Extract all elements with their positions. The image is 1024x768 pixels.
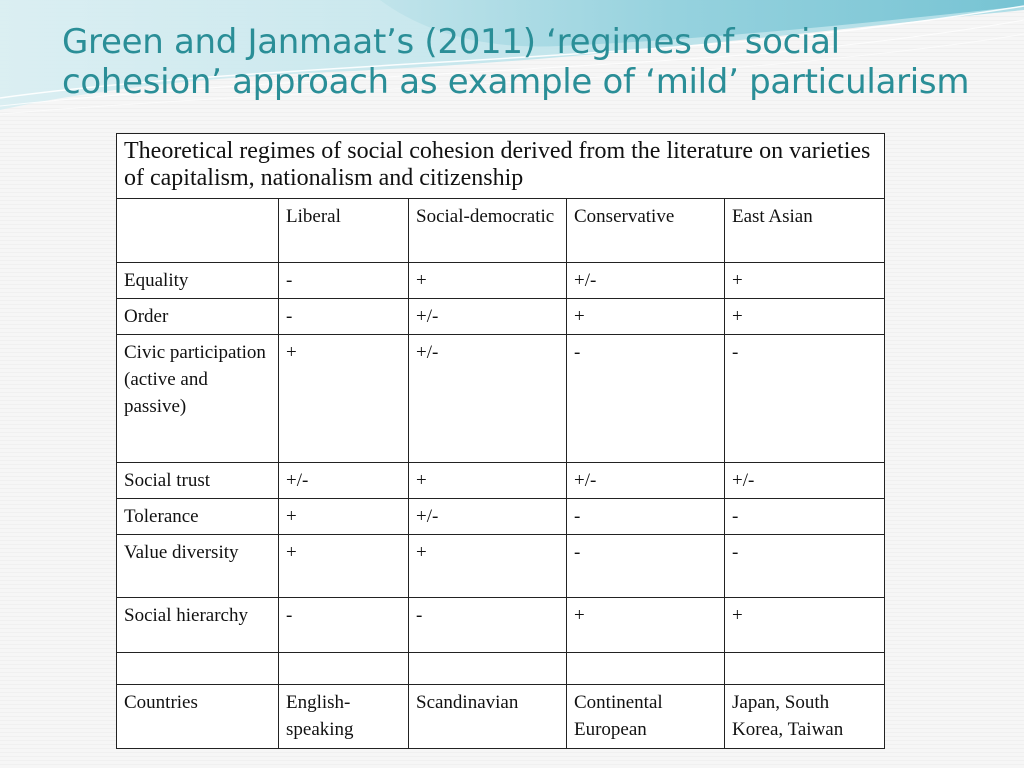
table-cell: - bbox=[567, 335, 725, 463]
table-cell: +/- bbox=[567, 463, 725, 499]
header-cell-liberal: Liberal bbox=[279, 199, 409, 263]
table-row bbox=[117, 335, 885, 463]
table-cell: + bbox=[567, 299, 725, 335]
table-cell: English-speaking bbox=[279, 685, 409, 749]
table-row-empty bbox=[117, 653, 885, 685]
table-cell: - bbox=[279, 263, 409, 299]
regimes-table bbox=[116, 133, 885, 749]
page-title bbox=[62, 22, 1002, 102]
table-cell: +/- bbox=[279, 463, 409, 499]
table-cell: - bbox=[725, 335, 885, 463]
header-cell-empty bbox=[117, 199, 279, 263]
table-cell: Continental European bbox=[567, 685, 725, 749]
row-label: Tolerance bbox=[117, 499, 279, 535]
header-cell-conservative: Conservative bbox=[567, 199, 725, 263]
table-cell: + bbox=[409, 263, 567, 299]
table-row bbox=[117, 598, 885, 653]
row-label: Order bbox=[117, 299, 279, 335]
table-cell: - bbox=[279, 598, 409, 653]
row-label: Value diversity bbox=[117, 535, 279, 598]
table-cell: - bbox=[409, 598, 567, 653]
title-line-2: cohesion’ approach as example of ‘mild’ particularism bbox=[62, 62, 970, 102]
header-cell-social-democratic: Social-democratic bbox=[409, 199, 567, 263]
table-cell: - bbox=[567, 535, 725, 598]
table-cell: + bbox=[409, 463, 567, 499]
table-row bbox=[117, 299, 885, 335]
table-cell bbox=[725, 653, 885, 685]
header-cell-east-asian: East Asian bbox=[725, 199, 885, 263]
countries-row bbox=[117, 685, 885, 749]
table-row bbox=[117, 499, 885, 535]
table-cell: - bbox=[279, 299, 409, 335]
table-cell: +/- bbox=[567, 263, 725, 299]
caption-row bbox=[117, 134, 885, 199]
table-cell: - bbox=[725, 499, 885, 535]
table-cell bbox=[279, 653, 409, 685]
row-label: Social hierarchy bbox=[117, 598, 279, 653]
table-cell: + bbox=[567, 598, 725, 653]
table-cell bbox=[567, 653, 725, 685]
row-label bbox=[117, 653, 279, 685]
table-cell: + bbox=[725, 263, 885, 299]
table-cell: +/- bbox=[409, 299, 567, 335]
table-cell: Japan, South Korea, Taiwan bbox=[725, 685, 885, 749]
row-label: Social trust bbox=[117, 463, 279, 499]
row-label: Countries bbox=[117, 685, 279, 749]
table-cell: Scandinavian bbox=[409, 685, 567, 749]
table-cell: +/- bbox=[409, 335, 567, 463]
row-label: Equality bbox=[117, 263, 279, 299]
table-cell: - bbox=[567, 499, 725, 535]
header-row bbox=[117, 199, 885, 263]
table-cell: + bbox=[279, 335, 409, 463]
table-cell: + bbox=[725, 299, 885, 335]
table-row bbox=[117, 463, 885, 499]
table-cell: +/- bbox=[725, 463, 885, 499]
table-cell: + bbox=[409, 535, 567, 598]
title-line-1: Green and Janmaat’s (2011) ‘regimes of social bbox=[62, 22, 840, 62]
table-cell: +/- bbox=[409, 499, 567, 535]
table-cell: + bbox=[279, 499, 409, 535]
table-cell: + bbox=[279, 535, 409, 598]
table-row bbox=[117, 535, 885, 598]
table-cell bbox=[409, 653, 567, 685]
table-caption: Theoretical regimes of social cohesion derived from the literature on varieties of capitalism, nationalism and citizenship bbox=[117, 134, 885, 199]
table-cell: - bbox=[725, 535, 885, 598]
row-label: Civic participation (active and passive) bbox=[117, 335, 279, 463]
table-cell: + bbox=[725, 598, 885, 653]
table-row bbox=[117, 263, 885, 299]
